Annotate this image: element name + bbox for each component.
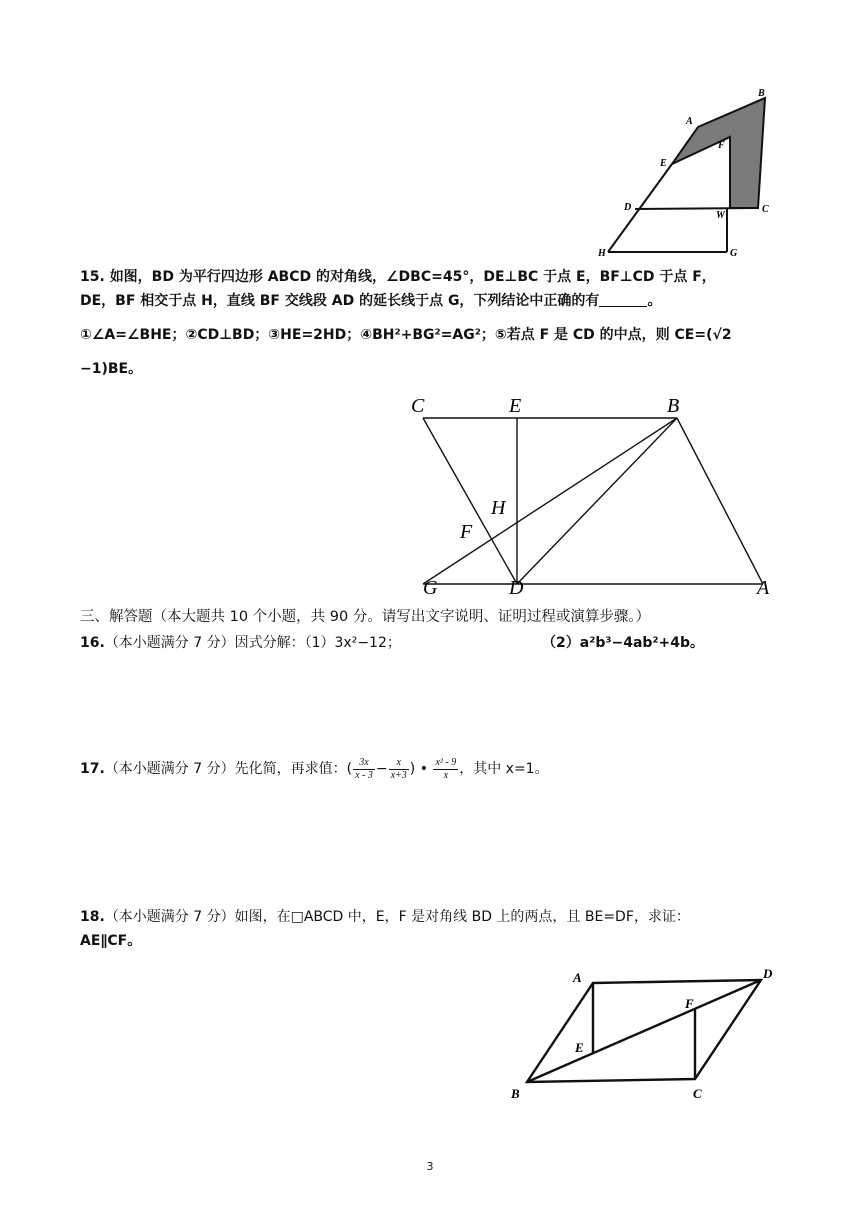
label-h: H — [598, 248, 606, 259]
label-w: W — [716, 210, 725, 221]
label-f: F — [718, 140, 725, 151]
q17-text: （本小题满分 7 分）先化简，再求值：( — [104, 761, 353, 777]
fraction-2: $\frac{x}{x+3}$ — [390, 756, 407, 781]
shaded-region — [672, 98, 765, 208]
q17-number: 17. — [80, 761, 105, 777]
label-g: G — [730, 248, 738, 259]
q15-options-cont-text: −1)BE。 — [80, 361, 143, 377]
fraction-1: $\frac{3x}{x - 3}$ — [355, 756, 373, 781]
label-e: E — [660, 158, 667, 169]
q16-text: （本小题满分 7 分）因式分解：（1）3x²−12； — [104, 635, 401, 651]
label-d: D — [763, 966, 773, 981]
figure-q15 — [405, 390, 790, 600]
figure-q18 — [505, 962, 785, 1107]
q15-line2-end: 。 — [647, 293, 662, 309]
figure-q14 — [590, 82, 780, 262]
q15-line1 — [80, 266, 716, 288]
q15-number: 15. — [80, 269, 105, 285]
label-b: B — [511, 1086, 520, 1101]
q18-line2 — [80, 930, 141, 952]
fraction-3: $\frac{\text{x² - 9}}{x}$ — [435, 756, 457, 781]
label-f: F — [460, 521, 473, 543]
q17-tail: ，其中 x=1。 — [459, 761, 549, 777]
label-h: H — [491, 497, 506, 519]
answer-blank[interactable] — [599, 292, 647, 307]
label-b: B — [758, 88, 765, 99]
label-e: E — [509, 395, 522, 417]
section-heading — [80, 606, 650, 628]
q15-text-line1: 如图，BD 为平行四边形 ABCD 的对角线，∠DBC=45°，DE⊥BC 于点 E，BF⊥CD 于点 F， — [109, 269, 716, 285]
q16-number: 16. — [80, 635, 105, 651]
label-c: C — [693, 1086, 702, 1101]
label-g: G — [423, 577, 438, 599]
label-a: A — [686, 116, 693, 127]
q16 — [80, 632, 401, 654]
q16-part2-text: （2）a²b³−4ab²+4b。 — [542, 635, 705, 651]
q15-options-text: ①∠A=∠BHE；②CD⊥BD；③HE=2HD；④BH²+BG²=AG²；⑤若点 F 是 CD 的中点，则 CE=(√2 — [80, 327, 732, 343]
q18-text-line2: AE∥CF。 — [80, 933, 142, 949]
q16-part2 — [542, 632, 704, 654]
q15-options-cont — [80, 358, 142, 380]
section-heading-text: 三、解答题（本大题共 10 个小题，共 90 分。请写出文字说明、证明过程或演算步骤。） — [80, 609, 651, 625]
q18-line1 — [80, 906, 690, 928]
label-f: F — [685, 996, 694, 1011]
label-e: E — [575, 1040, 584, 1055]
label-c: C — [411, 395, 425, 417]
q18-text-line1: （本小题满分 7 分）如图，在□ABCD 中，E，F 是对角线 BD 上的两点，且 BE=DF，求证： — [104, 909, 690, 925]
label-a: A — [757, 577, 770, 599]
q15-text-line2: DE，BF 相交于点 H，直线 BF 交线段 AD 的延长线于点 G，下列结论中正确的有 — [80, 293, 600, 309]
q17: 17.（本小题满分 7 分）先化简，再求值：( $\frac{3x}{x - 3}$ − $\frac{x}{x+3}$ ) • $\frac{\text{x² - 9}}{x}$ ，其中 x=1。 — [80, 756, 549, 781]
label-c: C — [762, 204, 769, 215]
q15-line2 — [80, 290, 661, 312]
label-a: A — [573, 970, 582, 985]
label-d: D — [624, 202, 632, 213]
page-number: 3 — [426, 1160, 434, 1173]
label-b: B — [667, 395, 680, 417]
q18-number: 18. — [80, 909, 105, 925]
q15-options — [80, 324, 732, 346]
label-d: D — [509, 577, 524, 599]
